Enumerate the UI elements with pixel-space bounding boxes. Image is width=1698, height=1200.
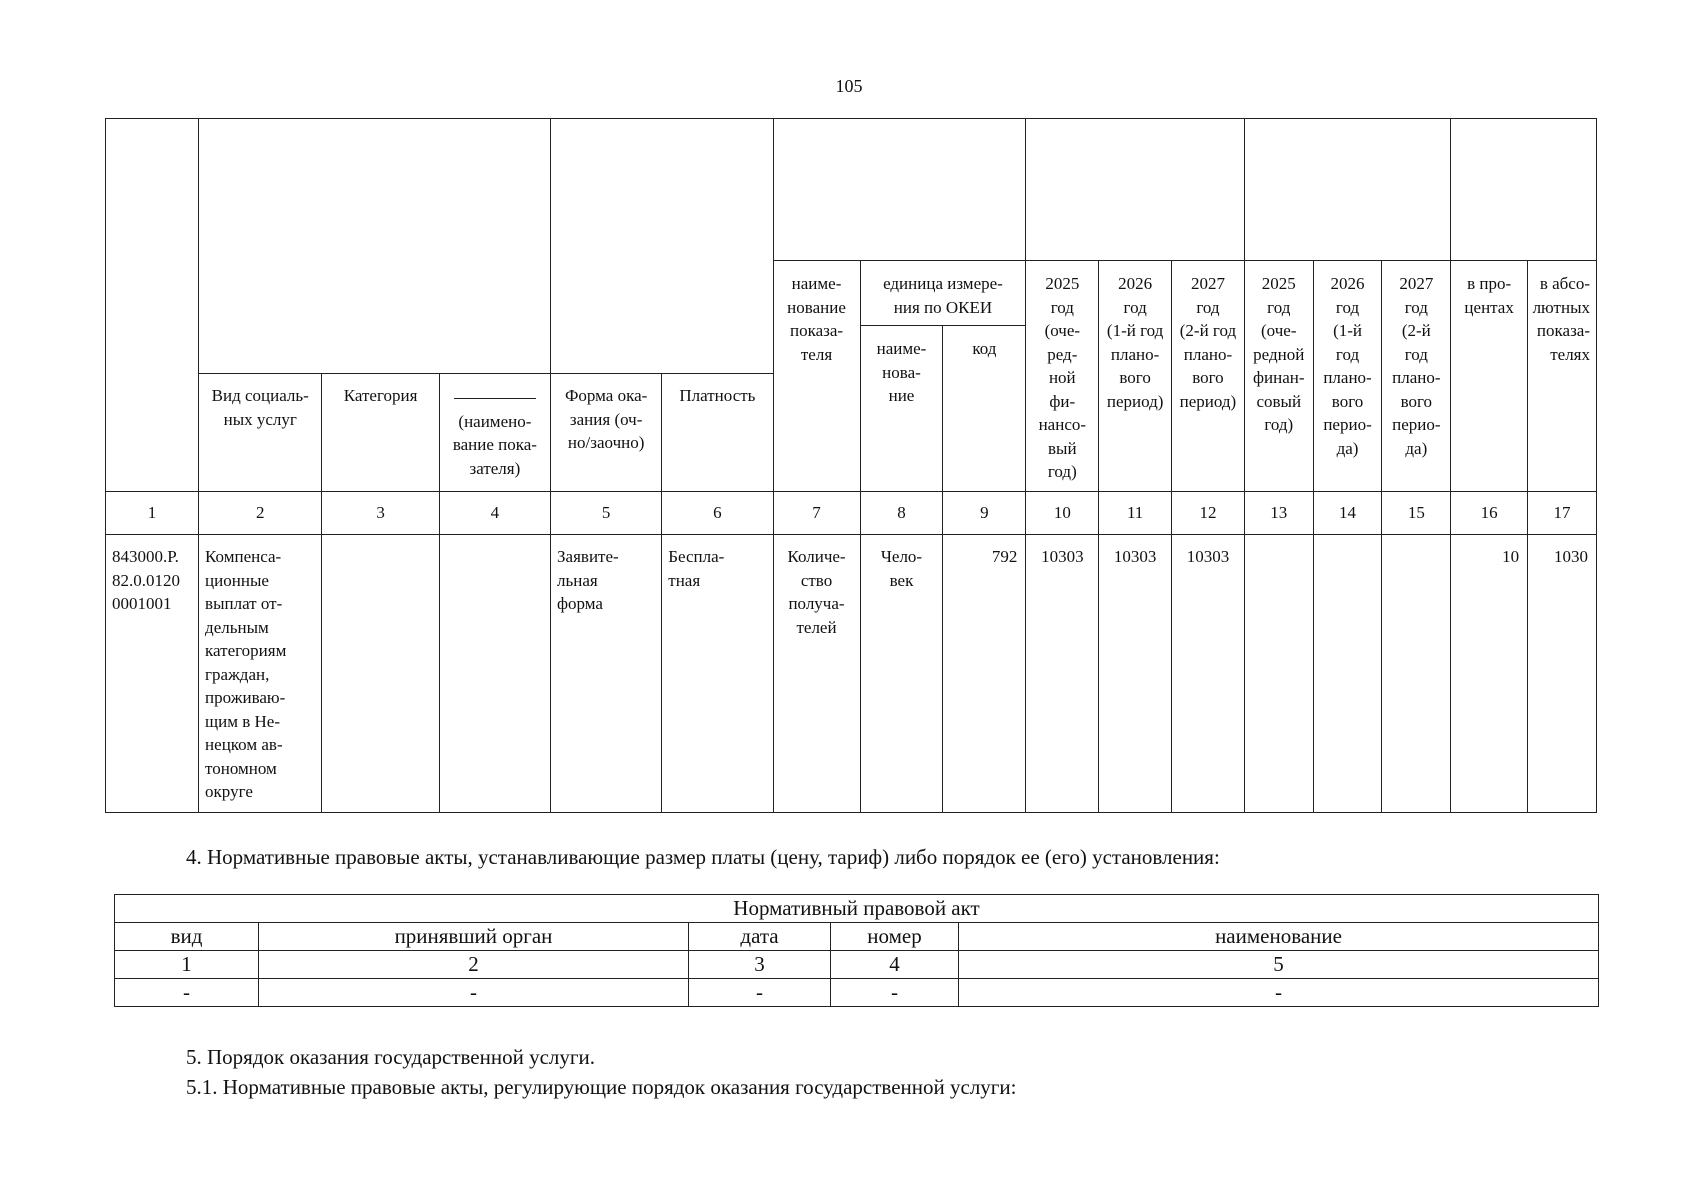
registry-code: 843000.Р. 82.0.0120 0001001: [106, 535, 199, 813]
value-2027-cell: 10303: [1172, 535, 1245, 813]
table-row: [115, 979, 1599, 1007]
acts-column-number: 4: [831, 951, 959, 979]
acts-cell: -: [115, 979, 259, 1007]
acts-header-authority: принявший орган: [259, 923, 689, 951]
acts-header-number: номер: [831, 923, 959, 951]
column-number: 8: [860, 492, 943, 535]
acts-cell: -: [259, 979, 689, 1007]
column-number: 4: [439, 492, 550, 535]
header-empty-cell: [551, 119, 774, 374]
unit-name-cell: Чело- век: [860, 535, 943, 813]
indicator-cell: [439, 535, 550, 813]
section-4-heading: 4. Нормативные правовые акты, устанавливающие размер платы (цену, тариф) либо порядок ее (его) установления:: [186, 845, 1220, 869]
payment-2026-cell: [1313, 535, 1382, 813]
header-year-2026-a: 2026 год (1-й год плано- вого период): [1099, 261, 1172, 492]
header-year-2027-b: 2027 год (2-й год плано- вого перио- да): [1382, 261, 1451, 492]
acts-column-number: 5: [959, 951, 1599, 979]
header-indicator-placeholder: (наимено- вание пока- зателя): [439, 374, 550, 492]
column-number: 12: [1172, 492, 1245, 535]
column-number: 15: [1382, 492, 1451, 535]
deviation-absolute-cell: 1030: [1528, 535, 1597, 813]
header-empty-cell: [773, 119, 1026, 261]
header-year-2025-b: 2025 год (оче- редной финан- совый год): [1244, 261, 1313, 492]
header-empty-cell: [1026, 119, 1244, 261]
deviation-percent-cell: 10: [1451, 535, 1528, 813]
header-form: Форма ока- зания (оч- но/заочно): [551, 374, 662, 492]
page-number: 105: [835, 76, 863, 96]
column-number: 10: [1026, 492, 1099, 535]
unit-code-cell: 792: [943, 535, 1026, 813]
blank-line: [454, 384, 536, 399]
column-number: 6: [662, 492, 773, 535]
indicator-name-cell: Количе- ство получа- телей: [773, 535, 860, 813]
header-indicator-name: наиме- нование показа- теля: [773, 261, 860, 492]
header-empty-cell: [1244, 119, 1450, 261]
acts-header-name: наименование: [959, 923, 1599, 951]
indicators-table: [105, 118, 1597, 813]
column-number: 14: [1313, 492, 1382, 535]
section-5-heading: 5. Порядок оказания государственной услуги.: [186, 1045, 595, 1069]
value-2026-cell: 10303: [1099, 535, 1172, 813]
value-2025-cell: 10303: [1026, 535, 1099, 813]
column-number: 11: [1099, 492, 1172, 535]
header-unit-name: наиме- нова- ние: [860, 326, 943, 492]
header-year-2026-b: 2026 год (1-й год плано- вого перио- да): [1313, 261, 1382, 492]
header-absolute: в абсо- лютных показа- телях: [1528, 261, 1597, 492]
header-empty-cell: [106, 119, 199, 492]
acts-header-date: дата: [689, 923, 831, 951]
header-percent: в про- центах: [1451, 261, 1528, 492]
category-cell: [322, 535, 439, 813]
acts-column-number: 3: [689, 951, 831, 979]
header-payment: Платность: [662, 374, 773, 492]
header-empty-cell: [199, 119, 551, 374]
acts-cell: -: [831, 979, 959, 1007]
column-number: 2: [199, 492, 322, 535]
acts-table-title: Нормативный правовой акт: [115, 895, 1599, 923]
column-number: 1: [106, 492, 199, 535]
acts-cell: -: [689, 979, 831, 1007]
section-5-1-heading: 5.1. Нормативные правовые акты, регулирующие порядок оказания государственной услуги:: [186, 1075, 1017, 1099]
form-cell: Заявите- льная форма: [551, 535, 662, 813]
normative-acts-table: [114, 894, 1599, 1007]
header-unit-group: единица измере- ния по ОКЕИ: [860, 261, 1026, 326]
column-number: 17: [1528, 492, 1597, 535]
header-category: Категория: [322, 374, 439, 492]
table-row: [106, 535, 1597, 813]
payment-2027-cell: [1382, 535, 1451, 813]
acts-column-number: 1: [115, 951, 259, 979]
column-number: 13: [1244, 492, 1313, 535]
acts-cell: -: [959, 979, 1599, 1007]
header-service-type: Вид социаль- ных услуг: [199, 374, 322, 492]
column-numbers-row: [106, 492, 1597, 535]
column-number: 5: [551, 492, 662, 535]
column-number: 16: [1451, 492, 1528, 535]
header-year-2027-a: 2027 год (2-й год плано- вого период): [1172, 261, 1245, 492]
header-year-2025-a: 2025 год (оче- ред- ной фи- нансо- вый год): [1026, 261, 1099, 492]
payment-2025-cell: [1244, 535, 1313, 813]
service-type-cell: Компенса- ционные выплат от- дельным категориям граждан, проживаю- щим в Не- нецком ав- тономном округе: [199, 535, 322, 813]
header-unit-code: код: [943, 326, 1026, 492]
acts-column-number: 2: [259, 951, 689, 979]
column-number: 3: [322, 492, 439, 535]
column-number: 9: [943, 492, 1026, 535]
column-number: 7: [773, 492, 860, 535]
payment-cell: Беспла- тная: [662, 535, 773, 813]
header-empty-cell: [1451, 119, 1597, 261]
acts-header-type: вид: [115, 923, 259, 951]
